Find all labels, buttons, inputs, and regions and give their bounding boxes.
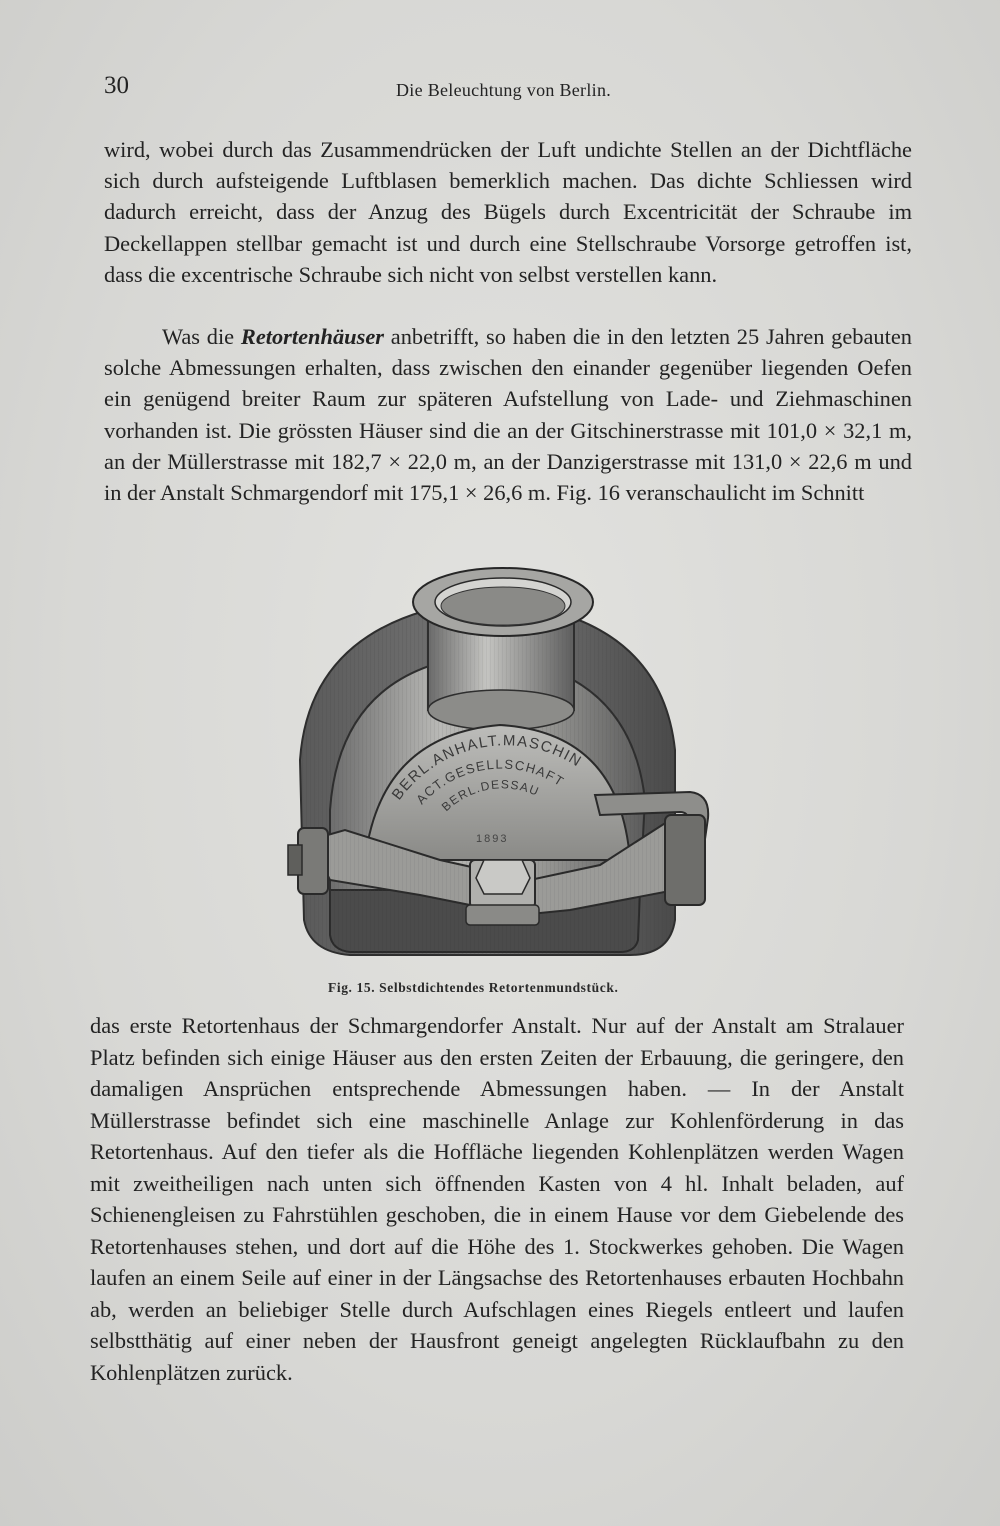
retort-mouthpiece-illustration <box>270 560 710 970</box>
figure-caption: Fig. 15. Selbstdichtendes Retortenmundstück. <box>328 980 619 995</box>
page-number: 30 <box>104 72 129 99</box>
page-header <box>104 72 910 106</box>
paragraph-2-body: anbetrifft, so haben die in den letzten 25 Jahren gebauten solche Abmessungen erhalten, dass zwischen den einander gegenüber liegenden Oefen ein genügend breiter Raum zur späteren Aufstellung von Lade- und Ziehmaschinen vorhanden ist. Die grössten Häuser sind die an der Gitschinerstrasse mit 101,0 × 32,1 m, an der Müllerstrasse mit 182,7 × 22,0 m, an der Danzigerstrasse mit 131,0 × 22,6 m und in der Anstalt Schmargendorf mit 175,1 × 26,6 m. Fig. 16 veranschaulicht im Schnitt <box>104 324 912 506</box>
engraving-line-3: BERL.DESSAU <box>438 777 542 814</box>
paragraph-2 <box>104 321 912 508</box>
paragraph-3: das erste Retortenhaus der Schmargendorfer Anstalt. Nur auf der Anstalt am Stralauer Platz befinden sich einige Häuser aus den ersten Zeiten der Erbauung, die geringere, den damaligen Ansprüchen entsprechende Abmessungen haben. — In der Anstalt Müllerstrasse befindet sich eine maschinelle Anlage zur Kohlenförderung in das Retortenhaus. Auf den tiefer als die Hoffläche liegenden Kohlenplätzen werden Wagen mit zweitheiligen nach unten sich öffnenden Kasten von 4 hl. Inhalt beladen, auf Schienengleisen zu Fahrstühlen geschoben, die in einem Hause vor dem Giebelende des Retortenhauses stehen, und dort auf die Höhe des 1. Stockwerkes gehoben. Die Wagen laufen an einem Seile auf einer in der Längsachse des Retortenhauses erbauten Hochbahn ab, werden an beliebiger Stelle durch Aufschlagen eines Riegels entleert und laufen selbstthätig auf einer neben der Hausfront geneigt angelegten Rücklaufbahn zu den Kohlenplätzen zurück. <box>90 1013 904 1385</box>
running-title: Die Beleuchtung von Berlin. <box>396 80 612 100</box>
retort-mouthpiece-drawing <box>270 560 710 970</box>
paragraph-1: wird, wobei durch das Zusammendrücken der Luft undichte Stellen an der Dichtfläche sich durch aufsteigende Luftblasen bemerklich machen. Das dichte Schliessen wird dadurch erreicht, dass der Anzug des Bügels durch Excentricität der Schraube im Deckellappen stellbar gemacht ist und durch eine Stellschraube Vorsorge getroffen ist, dass die excentrische Schraube sich nicht von selbst verstellen kann. <box>104 137 912 287</box>
paragraph-2-emphasis: Retortenhäuser <box>240 324 384 349</box>
engraving-line-2: ACT.GESELLSCHAFT <box>413 756 568 808</box>
engraving-year: 1893 <box>476 833 509 845</box>
paragraph-2-intro: Was die <box>162 324 241 349</box>
engraving-line-1: BERL.ANHALT.MASCHIN <box>388 732 586 804</box>
